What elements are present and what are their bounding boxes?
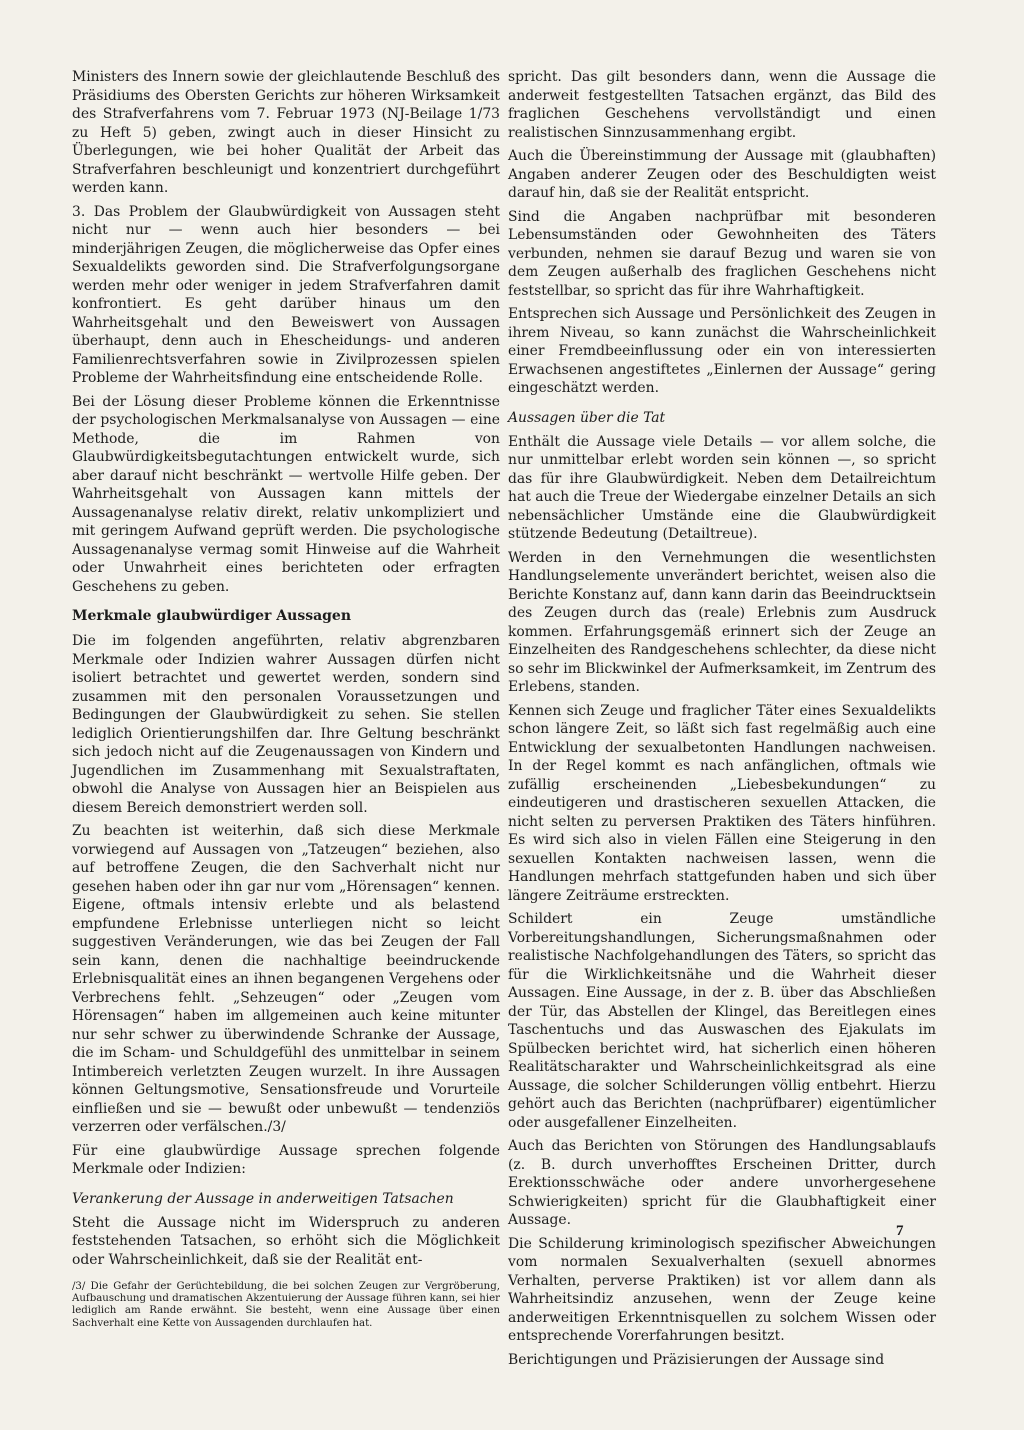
paragraph: Die Schilderung kriminologisch spezifischer Abweichungen vom normalen Sexualverhalten (sexuell abnormes Verhalten, perverse Praktiken) ist vor allem dann als Wahrheitsindiz anzusehen, wenn der Zeuge keine anderweitigen Erkenntnisquellen zu solchem Wissen oder entsprechende Vorerfahrungen besitzt.	[508, 1235, 936, 1344]
paragraph: spricht. Das gilt besonders dann, wenn die Aussage die anderweit festgestellten Tatsachen ergänzt, das Bild des fraglichen Geschehens vervollständigt und einen realistischen Sinnzusammenhang ergibt.	[508, 69, 936, 141]
paragraph: Sind die Angaben nachprüfbar mit besonderen Lebensumständen oder Gewohnheiten des Täters verbunden, nehmen sie darauf Bezug und waren sie von dem Zeugen außerhalb des fraglichen Geschehens nicht feststellbar, so spricht das für ihre Wahrhaftigkeit.	[508, 208, 936, 299]
paragraph: Auch die Übereinstimmung der Aussage mit (glaubhaften) Angaben anderer Zeugen oder des Beschuldigten weist darauf hin, daß sie der Realität entspricht.	[508, 148, 936, 201]
paragraph: Die im folgenden angeführten, relativ abgrenzbaren Merkmale oder Indizien wahrer Aussagen dürfen nicht isoliert betrachtet und gewertet werden, sondern sind zusammen mit den personalen Voraussetzungen und Bedingungen der Glaubwürdigkeit zu sehen. Sie stellen lediglich Orientierungshilfen dar. Ihre Geltung beschränkt sich jedoch nicht auf die Zeugenaussagen von Kindern und Jugendlichen im Zusammenhang mit Sexualstraftaten, obwohl die Analyse von Aussagen hier an Beispielen aus diesem Bereich demonstriert werden soll.	[72, 633, 500, 816]
footnote: /3/ Die Gefahr der Gerüchtebildung, die bei solchen Zeugen zur Vergröberung, Aufbauschung und dramatischen Akzentuierung der Aussage führen kann, sei hier lediglich am Rande erwähnt. Sie besteht, wenn eine Aussage über einen Sachverhalt eine Kette von Aussagenden durchlaufen hat.	[72, 1281, 500, 1329]
paragraph: Bei der Lösung dieser Probleme können die Erkenntnisse der psychologischen Merkmalsanalyse von Aussagen — eine Methode, die im Rahmen von Glaubwürdigkeitsbegutachtungen entwickelt wurde, sich aber darauf nicht beschränkt — wertvolle Hilfe geben. Der Wahrheitsgehalt von Aussagen kann mittels der Aussagenanalyse relativ direkt, relativ unkompliziert und mit geringem Aufwand geprüft werden. Die psychologische Aussagenanalyse vermag somit Hinweise auf die Wahrheit oder Unwahrheit eines berichteten oder erfragten Geschehens zu geben.	[72, 393, 500, 595]
paragraph: Ministers des Innern sowie der gleichlautende Beschluß des Präsidiums des Obersten Gerichts zur höheren Wirksamkeit des Strafverfahrens vom 7. Februar 1973 (NJ-Beilage 1/73 zu Heft 5) geben, zwingt auch in dieser Hinsicht zu Überlegungen, wie bei hoher Qualität der Arbeit das Strafverfahren beschleunigt und konzentriert durchgeführt werden kann.	[72, 69, 500, 196]
page-number: 7	[896, 1223, 904, 1239]
paragraph: Berichtigungen und Präzisierungen der Aussage sind	[508, 1351, 885, 1368]
paragraph: Zu beachten ist weiterhin, daß sich diese Merkmale vorwiegend auf Aussagen von „Tatzeugen“ beziehen, also auf betroffene Zeugen, die den Sachverhalt nicht nur gesehen haben oder ihn gar nur vom „Hörensagen“ kennen. Eigene, oftmals intensiv erlebte und als belastend empfundene Erlebnisse unterliegen nicht so leicht suggestiven Veränderungen, wie das bei Zeugen der Fall sein kann, denen die nachhaltige beeindruckende Erlebnisqualität eines an ihnen begangenen Vergehens oder Verbrechens fehlt. „Sehzeugen“ oder „Zeugen vom Hörensagen“ haben im allgemeinen auch keine mitunter nur sehr schwer zu überwindende Schranke der Aussage, die im Scham- und Schuldgefühl des unmittelbar in seinem Intimbereich verletzten Zeugen wurzelt. In ihre Aussagen können Geltungsmotive, Sensationsfreude und Vorurteile einfließen und sie — bewußt oder unbewußt — tendenziös verzerren oder verfälschen./3/	[72, 823, 500, 1135]
left-column	[72, 68, 500, 1330]
right-column	[508, 68, 936, 1374]
paragraph: 3. Das Problem der Glaubwürdigkeit von Aussagen steht nicht nur — wenn auch hier besonders — bei minderjährigen Zeugen, die möglicherweise das Opfer eines Sexualdelikts geworden sind. Die Strafverfolgungsorgane werden mehr oder weniger in jedem Strafverfahren damit konfrontiert. Es geht darüber hinaus um den Wahrheitsgehalt und den Beweiswert von Aussagen überhaupt, denn auch in Ehescheidungs- und anderen Familienrechtsverfahren sowie in Zivilprozessen spielen Probleme der Wahrheitsfindung eine entscheidende Rolle.	[72, 203, 500, 386]
paragraph: Kennen sich Zeuge und fraglicher Täter eines Sexualdelikts schon längere Zeit, so läßt sich fast regelmäßig auch eine Entwicklung der sexualbetonten Handlungen nachweisen. In der Regel kommt es nach anfänglichen, oftmals wie zufällig erscheinenden „Liebesbekundungen“ zu eindeutigeren und drastischeren sexuellen Attacken, die nicht selten zu perversen Praktiken des Täters hinführen. Es wird sich also in vielen Fällen eine Steigerung in den sexuellen Kontakten nachweisen lassen, wenn die Handlungen mehrfach stattgefunden haben und sich über längere Zeiträume erstreckten.	[508, 702, 936, 904]
subsection-heading: Verankerung der Aussage in anderweitigen Tatsachen	[72, 1190, 454, 1207]
paragraph: Auch das Berichten von Störungen des Handlungsablaufs (z. B. durch unverhofftes Erscheinen Dritter, durch Erektionsschwäche oder andere unvorhergesehene Schwierigkeiten) spricht für die Glaubhaftigkeit einer Aussage.	[508, 1138, 936, 1228]
section-heading: Merkmale glaubwürdiger Aussagen	[72, 608, 352, 624]
paragraph: Schildert ein Zeuge umständliche Vorbereitungshandlungen, Sicherungsmaßnahmen oder realistische Nachfolgehandlungen des Täters, so spricht das für die Wirklichkeitsnähe und die Wahrheit dieser Aussagen. Eine Aussage, in der z. B. über das Abschließen der Tür, das Abstellen der Klingel, das Bereitlegen eines Taschentuchs und das Auswaschen des Ejakulats im Spülbecken berichtet wird, hat sicherlich einen höheren Realitätscharakter und Wahrscheinlichkeitsgrad als eine Aussage, die solcher Schilderungen völlig entbehrt. Hierzu gehört auch das Berichten (nachprüfbarer) eigentümlicher oder ausgefallener Einzelheiten.	[508, 911, 936, 1131]
paragraph: Für eine glaubwürdige Aussage sprechen folgende Merkmale oder Indizien:	[72, 1142, 500, 1177]
paragraph: Enthält die Aussage viele Details — vor allem solche, die nur unmittelbar erlebt worden sein können —, so spricht das für ihre Glaubwürdigkeit. Neben dem Detailreichtum hat auch die Treue der Wiedergabe einzelner Details an sich nebensächlicher Umstände eine die Glaubwürdigkeit stützende Bedeutung (Detailtreue).	[508, 433, 936, 542]
paragraph: Entsprechen sich Aussage und Persönlichkeit des Zeugen in ihrem Niveau, so kann zunächst die Wahrscheinlichkeit einer Fremdbeeinflussung oder ein von interessierten Erwachsenen angestiftetes „Einlernen der Aussage“ gering eingeschätzt werden.	[508, 306, 936, 396]
subsection-heading: Aussagen über die Tat	[508, 409, 666, 426]
paragraph: Werden in den Vernehmungen die wesentlichsten Handlungselemente unverändert berichtet, weisen also die Berichte Konstanz auf, dann kann darin das Beeindrucktsein des Zeugen durch das (reale) Erlebnis zum Ausdruck kommen. Erfahrungsgemäß erinnert sich der Zeuge an Einzelheiten des Randgeschehens schlechter, da diese nicht so sehr im Blickwinkel der Aufmerksamkeit, im Zentrum des Erlebens, standen.	[508, 549, 937, 695]
paragraph: Steht die Aussage nicht im Widerspruch zu anderen feststehenden Tatsachen, so erhöht sich die Möglichkeit oder Wahrscheinlichkeit, daß sie der Realität ent-	[72, 1214, 500, 1268]
